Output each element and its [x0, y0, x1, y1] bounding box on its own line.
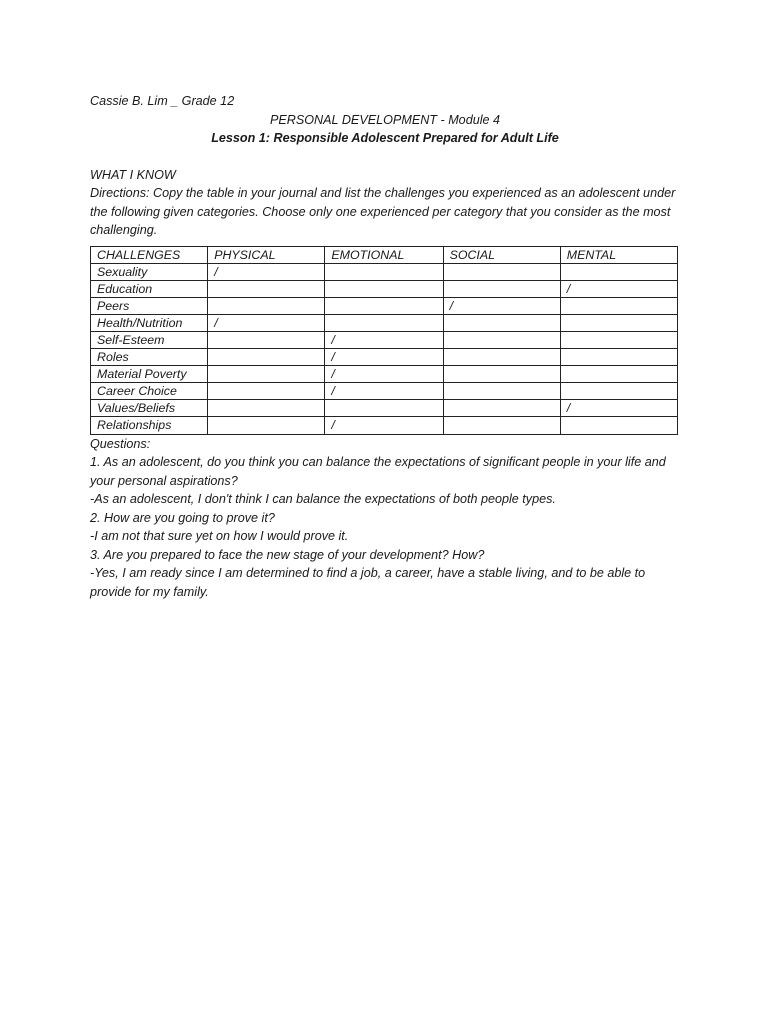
section-heading: WHAT I KNOW: [90, 167, 176, 182]
challenge-label: Material Poverty: [91, 366, 208, 383]
table-cell: [560, 331, 677, 348]
table-cell: [560, 383, 677, 400]
table-cell: [208, 297, 325, 314]
document-page: [90, 92, 680, 601]
directions-text: Directions: Copy the table in your journal and list the challenges you experienced as an adolescent under the following given categories. Choose only one experienced per category that you consider as the most challenging.: [90, 186, 676, 237]
table-cell: /: [325, 331, 443, 348]
column-header: CHALLENGES: [91, 246, 208, 263]
table-cell: [560, 366, 677, 383]
table-row: [91, 263, 678, 280]
table-cell: [325, 400, 443, 417]
table-cell: /: [560, 280, 677, 297]
table-cell: [443, 400, 560, 417]
column-header: SOCIAL: [443, 246, 560, 263]
column-header: EMOTIONAL: [325, 246, 443, 263]
question-3: 3. Are you prepared to face the new stage of your development? How?: [90, 547, 485, 562]
answer-3: -Yes, I am ready since I am determined to find a job, a career, have a stable living, and to be able to provide for my family.: [90, 566, 646, 599]
table-cell: [208, 366, 325, 383]
table-cell: /: [560, 400, 677, 417]
table-cell: [208, 400, 325, 417]
answer-2: -I am not that sure yet on how I would prove it.: [90, 529, 349, 544]
table-cell: [325, 297, 443, 314]
table-cell: [443, 314, 560, 331]
table-row: [91, 314, 678, 331]
table-row: [91, 383, 678, 400]
spacer: [90, 148, 680, 166]
challenge-label: Self-Esteem: [91, 331, 208, 348]
table-cell: /: [325, 417, 443, 434]
table-row: [91, 349, 678, 366]
table-row: [91, 297, 678, 314]
column-header: PHYSICAL: [208, 246, 325, 263]
table-cell: [208, 417, 325, 434]
table-cell: [208, 331, 325, 348]
table-cell: [560, 417, 677, 434]
table-cell: [443, 280, 560, 297]
table-cell: /: [208, 263, 325, 280]
challenge-label: Roles: [91, 349, 208, 366]
challenge-label: Sexuality: [91, 263, 208, 280]
table-cell: [208, 349, 325, 366]
table-cell: [443, 417, 560, 434]
table-header-row: [91, 246, 678, 263]
question-2: 2. How are you going to prove it?: [90, 510, 275, 525]
table-cell: [560, 314, 677, 331]
table-cell: /: [443, 297, 560, 314]
table-cell: [443, 383, 560, 400]
table-cell: [443, 366, 560, 383]
challenge-label: Career Choice: [91, 383, 208, 400]
challenge-label: Relationships: [91, 417, 208, 434]
table-cell: [560, 297, 677, 314]
table-cell: [560, 349, 677, 366]
table-row: [91, 417, 678, 434]
challenge-label: Education: [91, 280, 208, 297]
table-cell: [560, 263, 677, 280]
questions-heading: Questions:: [90, 436, 151, 451]
table-cell: /: [325, 366, 443, 383]
table-row: [91, 400, 678, 417]
challenge-label: Health/Nutrition: [91, 314, 208, 331]
table-row: [91, 331, 678, 348]
student-name: Cassie B. Lim _ Grade 12: [90, 94, 235, 108]
table-cell: [443, 331, 560, 348]
challenges-table: [90, 246, 678, 435]
table-cell: [443, 263, 560, 280]
challenge-label: Values/Beliefs: [91, 400, 208, 417]
challenge-label: Peers: [91, 297, 208, 314]
table-cell: [325, 314, 443, 331]
table-row: [91, 280, 678, 297]
table-cell: [208, 280, 325, 297]
table-cell: [443, 349, 560, 366]
lesson-title: Lesson 1: Responsible Adolescent Prepared for Adult Life: [211, 131, 559, 145]
table-cell: /: [208, 314, 325, 331]
answer-1: -As an adolescent, I don't think I can balance the expectations of both people types.: [90, 492, 556, 507]
subject-title: PERSONAL DEVELOPMENT - Module 4: [269, 112, 501, 127]
table-cell: [325, 280, 443, 297]
table-row: [91, 366, 678, 383]
question-1: 1. As an adolescent, do you think you can balance the expectations of significant people in your life and your personal aspirations?: [90, 455, 666, 488]
table-cell: /: [325, 383, 443, 400]
table-cell: /: [325, 349, 443, 366]
table-cell: [208, 383, 325, 400]
column-header: MENTAL: [560, 246, 677, 263]
table-cell: [325, 263, 443, 280]
